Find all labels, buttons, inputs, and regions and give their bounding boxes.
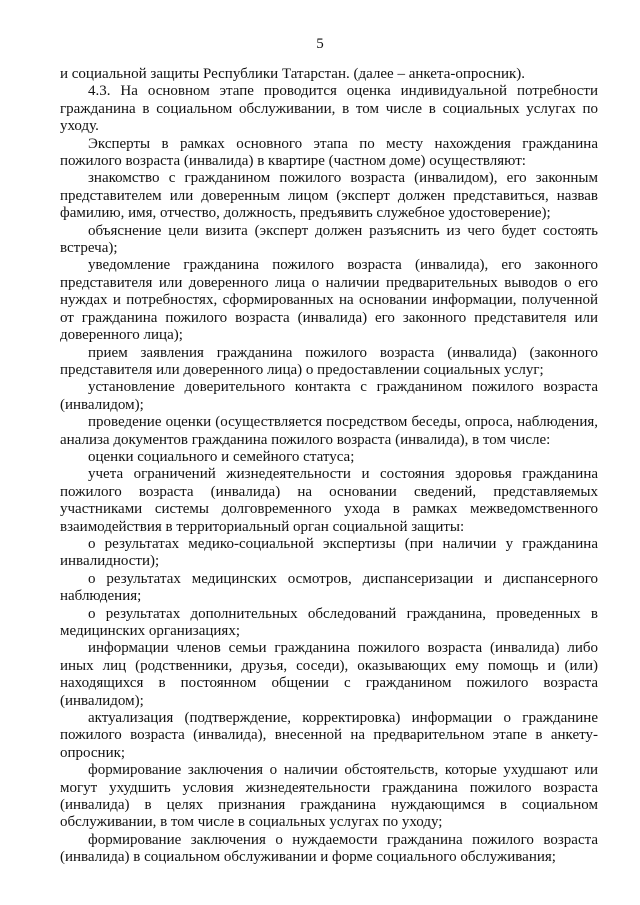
paragraph-section-4-3: 4.3. На основном этапе проводится оценка индивидуальной потребности гражданина в социальном обслуживании, в том числе в социальных услугах по уходу.: [60, 83, 598, 135]
list-item: объяснение цели визита (эксперт должен разъяснить из чего будет состоять встреча);: [60, 222, 598, 257]
list-item: формирование заключения о наличии обстоятельств, которые ухудшают или могут ухудшить условия жизнедеятельности гражданина пожилого возраста (инвалида) в целях признания гражданина нуждающимся в социальном обслуживании, в том числе в социальных услугах по уходу;: [60, 762, 598, 831]
document-body: [60, 66, 598, 867]
paragraph-experts-intro: Эксперты в рамках основного этапа по месту нахождения гражданина пожилого возраста (инвалида) в квартире (частном доме) осуществляют:: [60, 135, 598, 170]
paragraph-continuation: и социальной защиты Республики Татарстан. (далее – анкета-опросник).: [60, 66, 525, 82]
list-item: о результатах медико-социальной экспертизы (при наличии у гражданина инвалидности);: [60, 535, 598, 570]
list-item: установление доверительного контакта с гражданином пожилого возраста (инвалидом);: [60, 379, 598, 413]
list-item: учета ограничений жизнедеятельности и состояния здоровья гражданина пожилого возраста (инвалида) на основании сведений, представляемых участниками системы долговременного ухода в рамках межведомственного взаимодействия в территориальный орган социальной защиты:: [60, 466, 598, 535]
list-item: прием заявления гражданина пожилого возраста (инвалида) (законного представителя или доверенного лица) о предоставлении социальных услуг;: [60, 344, 598, 378]
list-item: информации членов семьи гражданина пожилого возраста (инвалида) либо иных лиц (родственники, друзья, соседи), оказывающих ему помощь и (или) находящихся в постоянном общении с гражданином пожилого возраста (инвалидом);: [60, 640, 598, 709]
list-item: проведение оценки (осуществляется посредством беседы, опроса, наблюдения, анализа документов гражданина пожилого возраста (инвалида), в том числе:: [60, 414, 598, 448]
list-item: оценки социального и семейного статуса;: [88, 448, 355, 465]
list-item: о результатах дополнительных обследований гражданина, проведенных в медицинских организациях;: [60, 605, 598, 639]
list-item: знакомство с гражданином пожилого возраста (инвалидом), его законным представителем или доверенным лицом (эксперт должен представиться, назвав фамилию, имя, отчество, должность, предъявить служебное удостоверение);: [60, 170, 598, 222]
list-item: о результатах медицинских осмотров, диспансеризации и диспансерного наблюдения;: [60, 570, 598, 605]
list-item: уведомление гражданина пожилого возраста (инвалида), его законного представителя или доверенного лица о наличии предварительных выводов о его нуждах и потребностях, сформированных на основании информации, полученной от гражданина пожилого возраста (инвалида) его законного представителя или доверенного лица);: [60, 257, 598, 344]
page-number: 5: [316, 36, 324, 52]
list-item: формирование заключения о нуждаемости гражданина пожилого возраста (инвалида) в социальном обслуживании и форме социального обслуживания;: [60, 831, 598, 866]
list-item: актуализация (подтверждение, корректировка) информации о гражданине пожилого возраста (инвалида), внесенной на предварительном этапе в анкету-опросник;: [60, 710, 598, 761]
